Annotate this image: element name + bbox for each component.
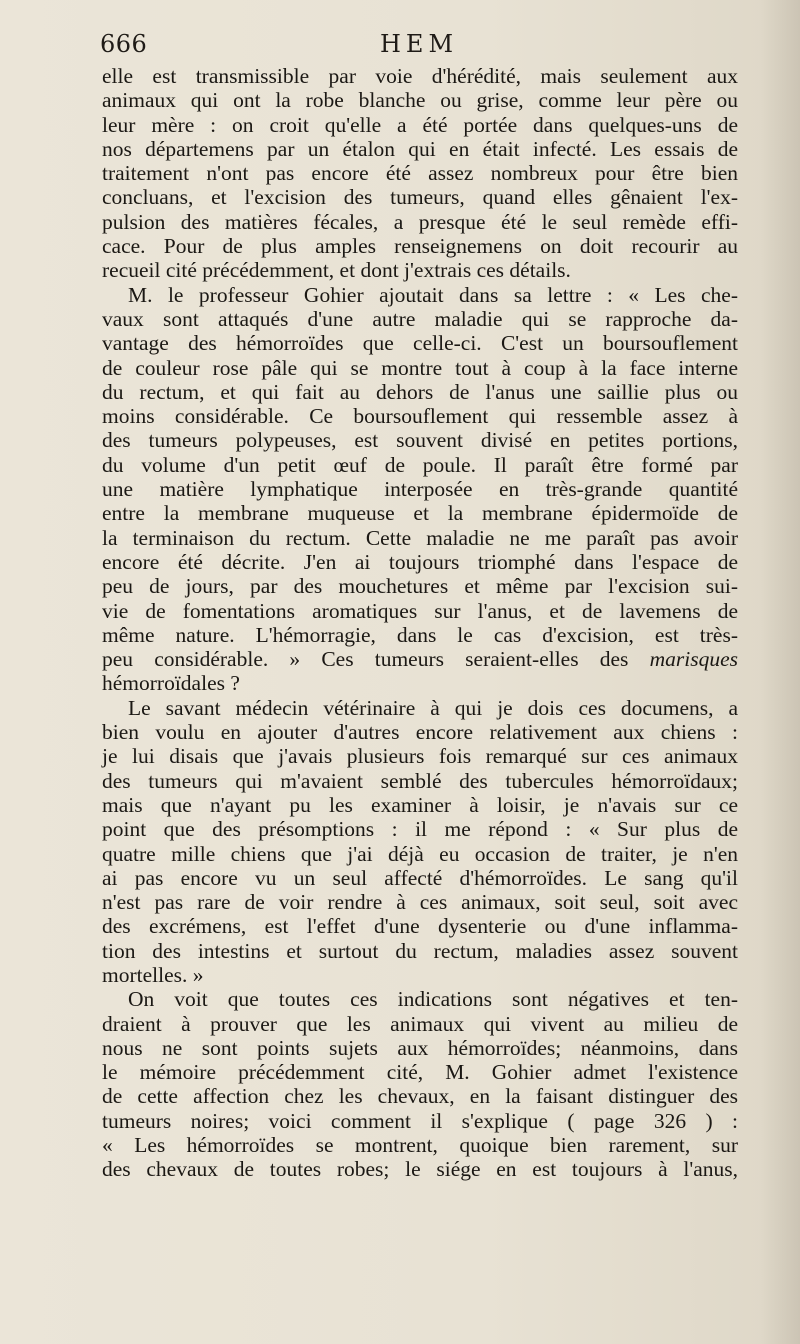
- text-line: vie de fomentations aromatiques sur l'anus, et de lavemens de: [102, 598, 738, 623]
- text-line: tion des intestins et surtout du rectum, maladies assez souvent: [102, 938, 738, 963]
- paragraph: [102, 696, 738, 988]
- text-line: nous ne sont points sujets aux hémorroïdes; néanmoins, dans: [102, 1035, 738, 1060]
- body-text: [102, 64, 738, 1182]
- text-line: concluans, et l'excision des tumeurs, quand elles gênaient l'ex-: [102, 185, 738, 210]
- text-line: entre la membrane muqueuse et la membrane épidermoïde de: [102, 501, 738, 526]
- text-line: ai pas encore vu un seul affecté d'hémorroïdes. Le sang qu'il: [102, 865, 738, 890]
- text-line: elle est transmissible par voie d'hérédité, mais seulement aux: [102, 64, 738, 88]
- text-line: M. le professeur Gohier ajoutait dans sa lettre : « Les che-: [128, 282, 738, 307]
- text-line: bien voulu en ajouter d'autres encore relativement aux chiens :: [102, 720, 738, 745]
- text-line: animaux qui ont la robe blanche ou grise, comme leur père ou: [102, 88, 738, 113]
- paragraph: [102, 987, 738, 1181]
- text-line: je lui disais que j'avais plusieurs fois remarqué sur ces animaux: [102, 744, 738, 769]
- text-line: « Les hémorroïdes se montrent, quoique bien rarement, sur: [102, 1133, 738, 1158]
- text-line: point que des présomptions : il me répond : « Sur plus de: [102, 817, 738, 842]
- text-line: une matière lymphatique interposée en très-grande quantité: [102, 477, 738, 502]
- text-line: nos départemens par un étalon qui en était infecté. Les essais de: [102, 136, 738, 161]
- text-line: traitement n'ont pas encore été assez nombreux pour être bien: [102, 161, 738, 186]
- paragraph: [102, 283, 738, 696]
- running-head: HEM: [380, 30, 459, 58]
- text-line: des tumeurs polypeuses, est souvent divisé en petites portions,: [102, 428, 738, 453]
- text-line: vantage des hémorroïdes que celle-ci. C'est un boursouflement: [102, 331, 738, 356]
- text-line: vaux sont attaqués d'une autre maladie qui se rapproche da-: [102, 306, 738, 331]
- text-line: pulsion des matières fécales, a presque été le seul remède effi-: [102, 209, 738, 234]
- text-line: On voit que toutes ces indications sont négatives et ten-: [128, 987, 738, 1012]
- text-line: du volume d'un petit œuf de poule. Il paraît être formé par: [102, 452, 738, 477]
- text-line: mortelles. »: [102, 962, 204, 987]
- text-line: la terminaison du rectum. Cette maladie ne me paraît pas avoir: [102, 525, 738, 550]
- text-line: le mémoire précédemment cité, M. Gohier admet l'existence: [102, 1060, 738, 1085]
- text-line: Le savant médecin vétérinaire à qui je dois ces documens, a: [128, 695, 738, 720]
- text-line: des excrémens, est l'effet d'une dysenterie ou d'une inflamma-: [102, 914, 738, 939]
- page-header: [100, 30, 740, 66]
- text-line: cace. Pour de plus amples renseignemens on doit recourir au: [102, 234, 738, 259]
- text-line: de cette affection chez les chevaux, en la faisant distinguer des: [102, 1084, 738, 1109]
- text-line: encore été décrite. J'en ai toujours triomphé dans l'espace de: [102, 549, 738, 574]
- text-line: moins considérable. Ce boursouflement qui ressemble assez à: [102, 404, 738, 429]
- text-line: tumeurs noires; voici comment il s'explique ( page 326 ) :: [102, 1108, 738, 1133]
- text-line: des tumeurs qui m'avaient semblé des tubercules hémorroïdaux;: [102, 768, 738, 793]
- text-line: de couleur rose pâle qui se montre tout à coup à la face interne: [102, 355, 738, 380]
- text-line: leur mère : on croit qu'elle a été portée dans quelques-uns de: [102, 112, 738, 137]
- text-line: n'est pas rare de voir rendre à ces animaux, soit seul, soit avec: [102, 890, 738, 915]
- text-line: des chevaux de toutes robes; le siége en est toujours à l'anus,: [102, 1157, 738, 1182]
- paragraph: [102, 64, 738, 283]
- text-line: peu considérable. » Ces tumeurs seraient-elles des marisques: [102, 647, 738, 672]
- text-line: hémorroïdales ?: [102, 671, 240, 696]
- text-line: quatre mille chiens que j'ai déjà eu occasion de traiter, je n'en: [102, 841, 738, 866]
- text-line: recueil cité précédemment, et dont j'extrais ces détails.: [102, 258, 571, 283]
- text-line: draient à prouver que les animaux qui vivent au milieu de: [102, 1011, 738, 1036]
- text-line: même nature. L'hémorragie, dans le cas d'excision, est très-: [102, 622, 738, 647]
- page-number: 666: [100, 30, 148, 58]
- text-line: mais que n'ayant pu les examiner à loisir, je n'avais sur ce: [102, 792, 738, 817]
- text-line: du rectum, et qui fait au dehors de l'anus une saillie plus ou: [102, 379, 738, 404]
- text-line: peu de jours, par des mouchetures et même par l'excision sui-: [102, 574, 738, 599]
